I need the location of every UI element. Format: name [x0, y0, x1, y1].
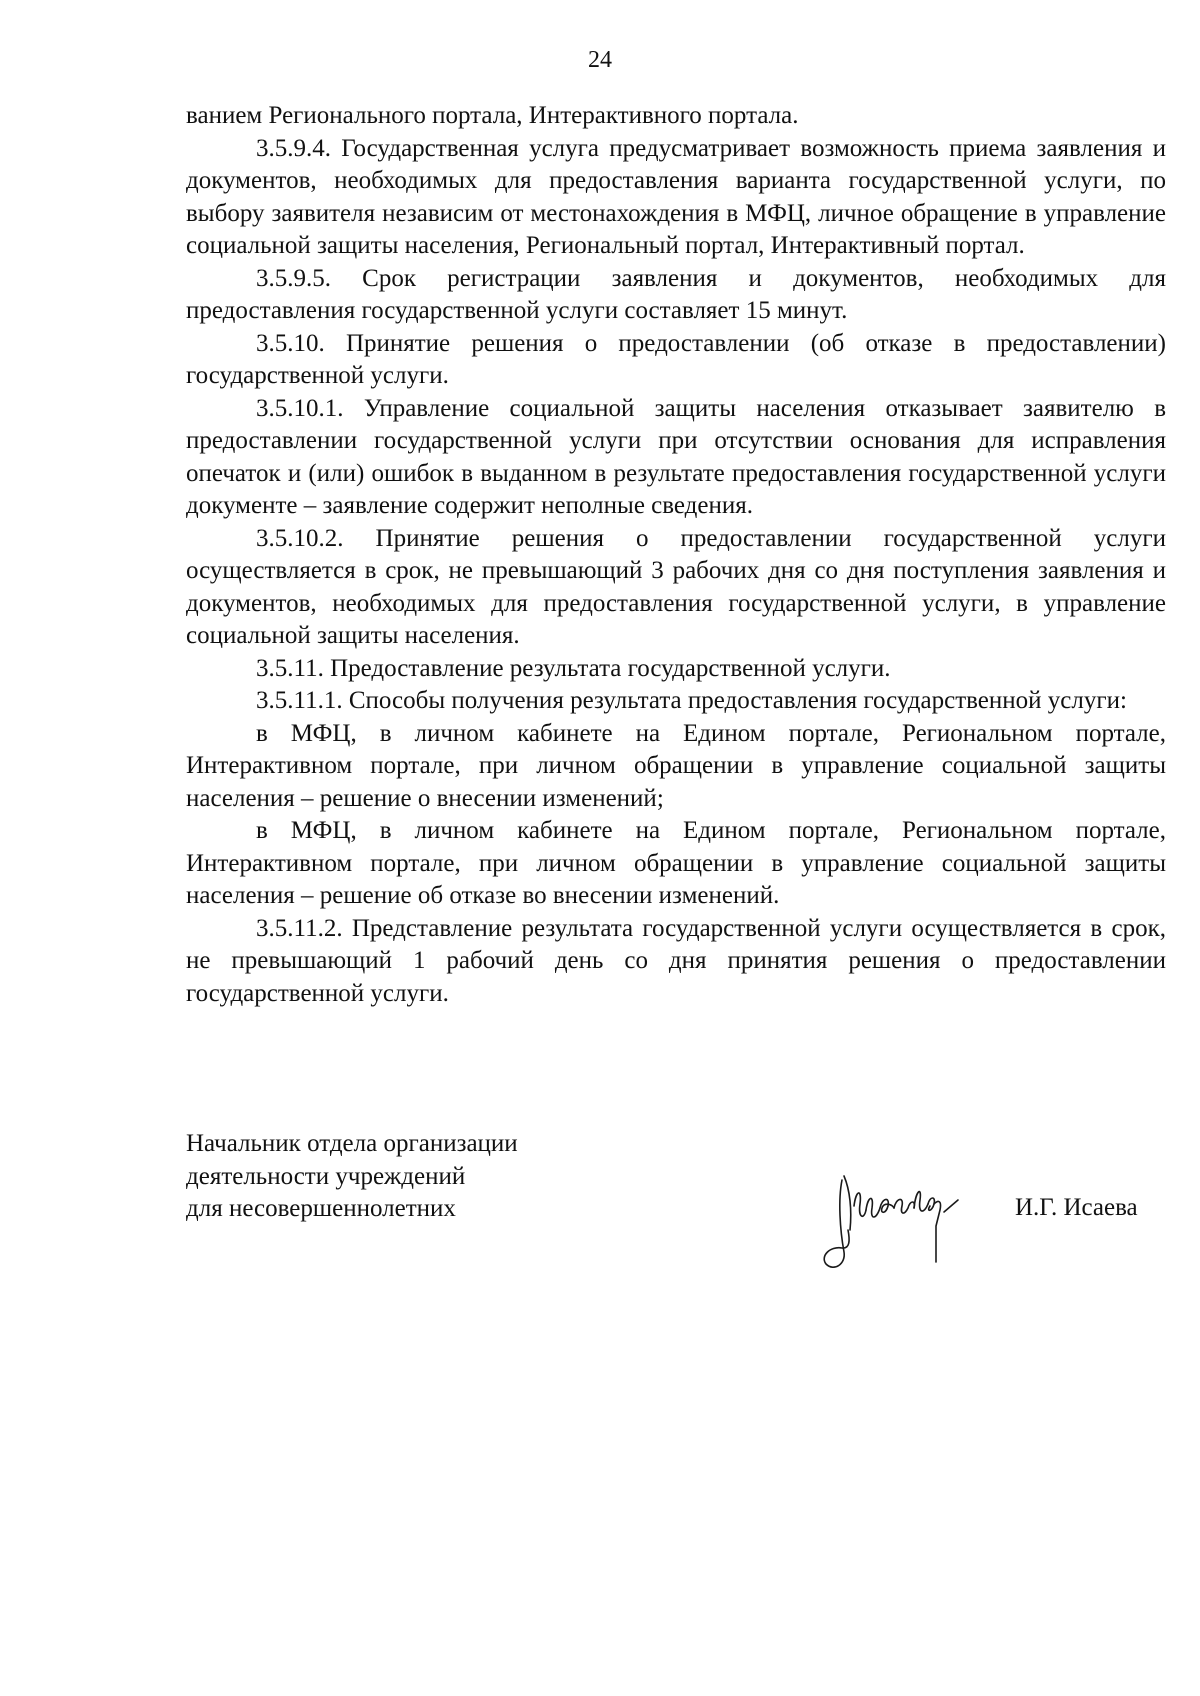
- document-body: [186, 100, 1166, 1010]
- signatory-title-line: Начальник отдела организации: [186, 1130, 518, 1157]
- signatory-title: [186, 1128, 518, 1226]
- handwritten-signature: [820, 1160, 1000, 1280]
- signatory-title-line: деятельности учреждений: [186, 1162, 466, 1190]
- signer-name: И.Г. Исаева: [1015, 1194, 1138, 1221]
- paragraph-continuation: ванием Регионального портала, Интерактивного портала.: [186, 102, 799, 129]
- paragraph-3-5-10-2: 3.5.10.2. Принятие решения о предоставлении государственной услуги осуществляется в срок, не превышающий 3 рабочих дня со дня поступления заявления и документов, необходимых для предоставления государственной услуги, в управление социальной защиты населения.: [186, 524, 1166, 649]
- paragraph-3-5-10-1: 3.5.10.1. Управление социальной защиты населения отказывает заявителю в предоставлении государственной услуги при отсутствии основания для исправления опечаток и (или) ошибок в выданном в результате предоставления государственной услуги документе – заявление содержит неполные сведения.: [186, 394, 1166, 519]
- page-number: 24: [588, 47, 612, 73]
- paragraph-3-5-11-2: 3.5.11.2. Представление результата государственной услуги осуществляется в срок, не превышающий 1 рабочий день со дня принятия решения о предоставлении государственной услуги.: [186, 914, 1166, 1007]
- paragraph-method-2: в МФЦ, в личном кабинете на Едином портале, Региональном портале, Интерактивном портале, при личном обращении в управление социальной защиты населения – решение об отказе во внесении изменений.: [186, 817, 1166, 909]
- paragraph-3-5-9-4: 3.5.9.4. Государственная услуга предусматривает возможность приема заявления и документов, необходимых для предоставления варианта государственной услуги, по выбору заявителя независим от местонахождения в МФЦ, личное обращение в управление социальной защиты населения, Региональный портал, Интерактивный портал.: [186, 134, 1166, 259]
- paragraph-method-1: в МФЦ, в личном кабинете на Едином портале, Региональном портале, Интерактивном портале, при личном обращении в управление социальной защиты населения – решение о внесении изменений;: [186, 719, 1166, 812]
- paragraph-3-5-11-1: 3.5.11.1. Способы получения результата предоставления государственной услуги:: [256, 687, 1127, 714]
- signatory-title-line: для несовершеннолетних: [186, 1195, 456, 1222]
- paragraph-3-5-10: 3.5.10. Принятие решения о предоставлении (об отказе в предоставлении) государственной услуги.: [186, 329, 1166, 389]
- paragraph-3-5-9-5: 3.5.9.5. Срок регистрации заявления и документов, необходимых для предоставления государственной услуги составляет 15 минут.: [186, 264, 1166, 324]
- paragraph-3-5-11: 3.5.11. Предоставление результата государственной услуги.: [256, 654, 891, 682]
